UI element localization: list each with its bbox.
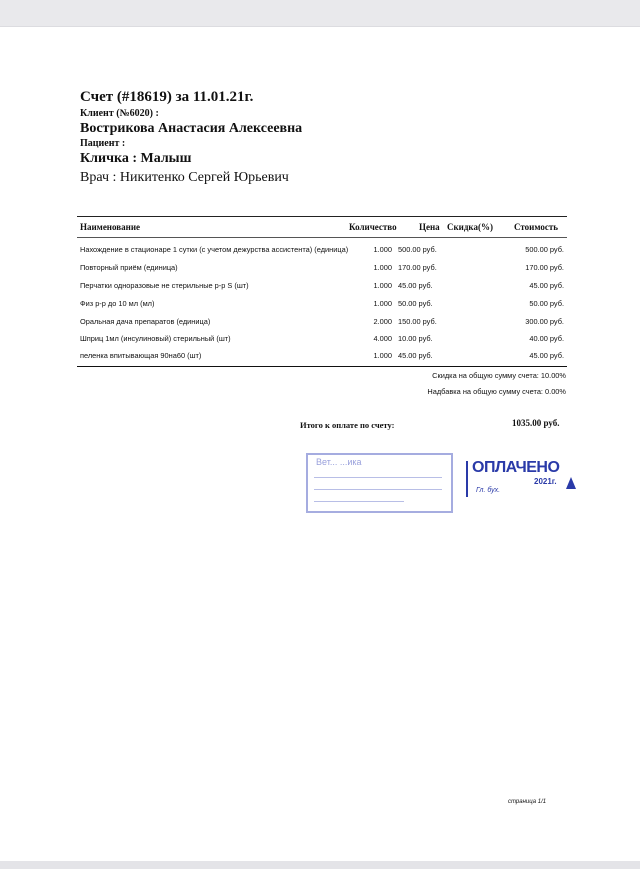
item-cost: 300.00 руб. (525, 317, 564, 326)
paid-stamp (466, 459, 576, 511)
total-label: Итого к оплате по счету: (300, 420, 395, 430)
header-cost: Стоимость (514, 222, 559, 232)
item-name: Повторный приём (единица) (80, 263, 178, 272)
table-bottom-rule (77, 366, 567, 367)
item-price: 170.00 руб. (398, 263, 437, 272)
item-name: Оральная дача препаратов (единица) (80, 317, 211, 326)
item-price: 10.00 руб. (398, 334, 433, 343)
item-price: 500.00 руб. (398, 245, 437, 254)
viewer-bottom-bar (0, 861, 640, 869)
item-name: Нахождение в стационаре 1 сутки (с учетом дежурства ассистента) (единица) (80, 245, 349, 254)
invoice-page (0, 27, 640, 861)
client-name: Вострикова Анастасия Алексеевна (80, 121, 303, 136)
item-price: 45.00 руб. (398, 281, 433, 290)
header-discount: Скидка(%) (447, 222, 493, 232)
table-row (0, 281, 640, 299)
table-row (0, 299, 640, 317)
item-cost: 500.00 руб. (525, 245, 564, 254)
item-price: 45.00 руб. (398, 351, 433, 360)
item-qty: 1.000 (373, 281, 392, 290)
patient-label: Пациент : (80, 138, 126, 149)
item-name: Физ р-р до 10 мл (мл) (80, 299, 155, 308)
item-price: 50.00 руб. (398, 299, 433, 308)
item-cost: 40.00 руб. (529, 334, 564, 343)
item-name: пеленка впитывающая 90на60 (шт) (80, 351, 202, 360)
table-row (0, 334, 640, 352)
item-price: 150.00 руб. (398, 317, 437, 326)
table-header-rule (77, 237, 567, 238)
table-row (0, 263, 640, 281)
table-top-rule (77, 216, 567, 217)
invoice-title: Счет (#18619) за 11.01.21г. (80, 89, 254, 105)
discount-summary: Скидка на общую сумму счета: 10.00% (432, 371, 566, 380)
viewer-top-bar (0, 0, 640, 27)
item-qty: 1.000 (373, 245, 392, 254)
item-qty: 1.000 (373, 263, 392, 272)
clinic-stamp (306, 453, 453, 513)
item-cost: 170.00 руб. (525, 263, 564, 272)
header-price: Цена (419, 222, 440, 232)
header-qty: Количество (349, 222, 397, 232)
paid-stamp-year: 2021г. (534, 477, 557, 486)
item-name: Перчатки одноразовые не стерильные р-р S (шт) (80, 281, 249, 290)
item-qty: 1.000 (373, 351, 392, 360)
paid-stamp-text: ОПЛАЧЕНО (472, 459, 560, 476)
header-name: Наименование (80, 222, 140, 232)
table-row (0, 317, 640, 335)
item-cost: 50.00 руб. (529, 299, 564, 308)
item-name: Шприц 1мл (инсулиновый) стерильный (шт) (80, 334, 231, 343)
doctor-name: Врач : Никитенко Сергей Юрьевич (80, 170, 289, 185)
item-qty: 2.000 (373, 317, 392, 326)
client-label: Клиент (№6020) : (80, 108, 159, 119)
item-qty: 1.000 (373, 299, 392, 308)
item-cost: 45.00 руб. (529, 351, 564, 360)
item-cost: 45.00 руб. (529, 281, 564, 290)
table-row (0, 245, 640, 263)
page-number: страница 1/1 (508, 799, 547, 805)
total-value: 1035.00 руб. (512, 418, 560, 428)
stamp-mark-icon (566, 477, 576, 489)
clinic-stamp-text: Вет... ...ика (316, 457, 362, 467)
paid-stamp-sign: Гл. бух. (476, 487, 501, 494)
pet-name: Кличка : Малыш (80, 151, 192, 166)
markup-summary: Надбавка на общую сумму счета: 0.00% (427, 387, 566, 396)
item-qty: 4.000 (373, 334, 392, 343)
